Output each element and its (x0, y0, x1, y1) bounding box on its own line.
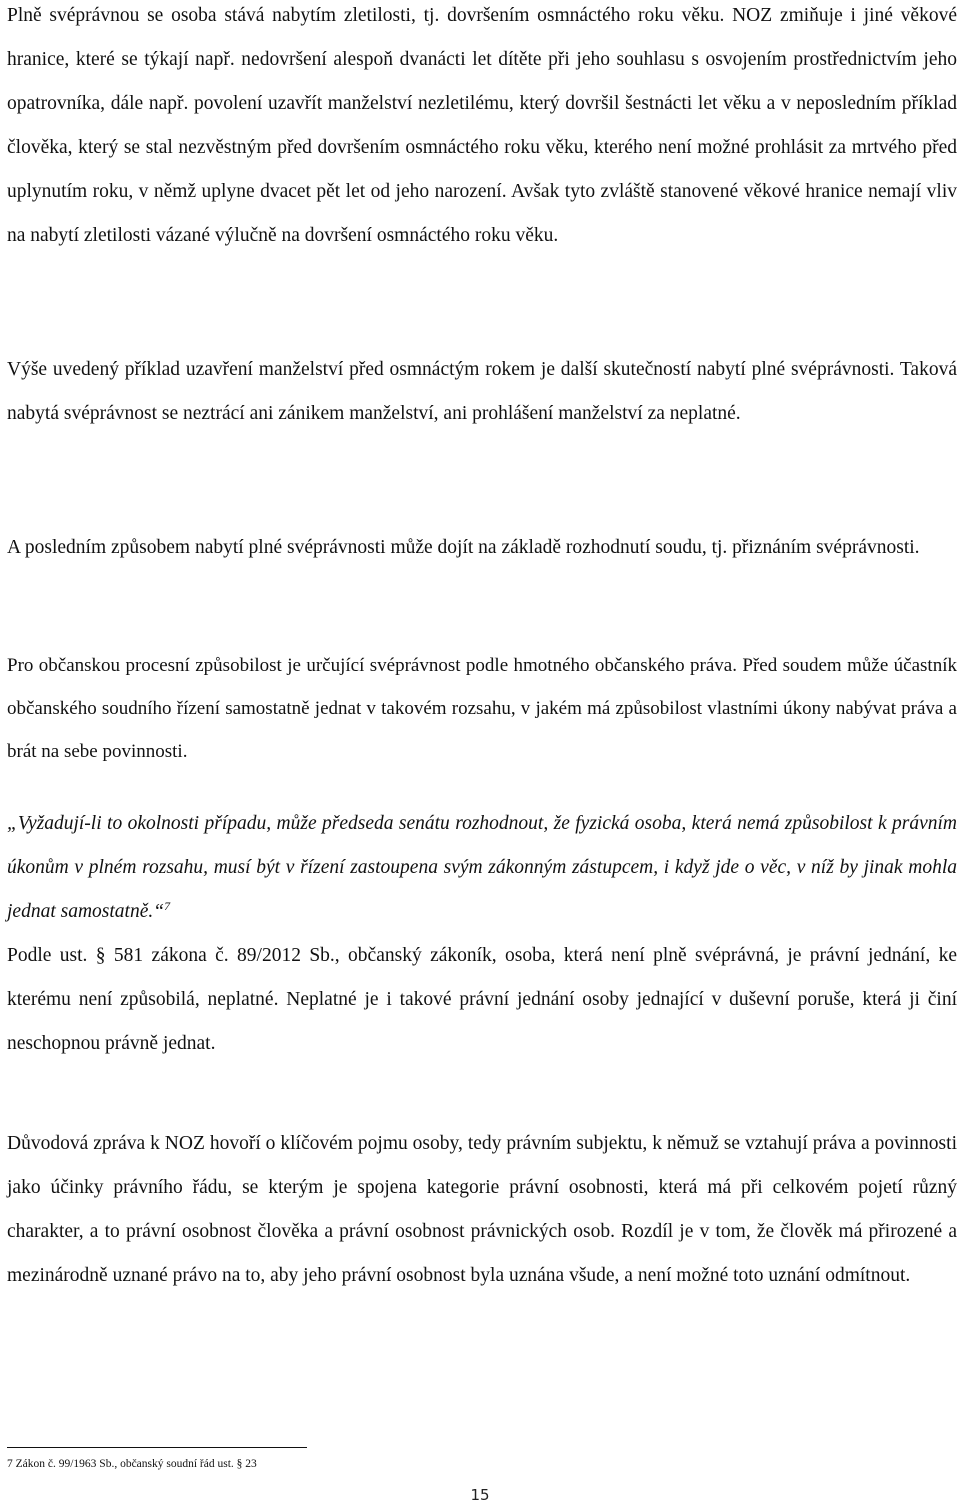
footnote-ref: 7 (164, 898, 171, 913)
paragraph-majority: Plně svéprávnou se osoba stává nabytím zletilosti, tj. dovršením osmnáctého roku věku. NOZ zmiňuje i jiné věkové hranice, které se týkají např. nedovršení alespoň dvanácti let dítěte při jeho souhlasu s osvojením prostřednictvím jeho opatrovníka, dále např. povolení uzavřít manželství nezletilému, který dovršil šestnácti let věku a v neposledním příklad člověka, který se stal nezvěstným před dovršením osmnáctého roku věku, kterého není možné prohlásit za mrtvého před uplynutím roku, v němž uplyne dvacet pět let od jeho narození. Avšak tyto zvláště stanovené věkové hranice nemají vliv na nabytí zletilosti vázané výlučně na dovršení osmnáctého roku věku. (7, 5, 957, 246)
footnote (7, 1456, 707, 1472)
footnote-text: Zákon č. 99/1963 Sb., občanský soudní řád ust. § 23 (12, 1458, 257, 1470)
paragraph-court-decision: A posledním způsobem nabytí plné svéprávnosti může dojít na základě rozhodnutí soudu, tj. přiznáním svéprávnosti. (7, 537, 920, 558)
paragraph-marriage: Výše uvedený příklad uzavření manželství před osmnáctým rokem je další skutečností nabytí plné svéprávnosti. Taková nabytá svéprávnost se neztrácí ani zánikem manželství, ani prohlášení manželství za neplatné. (7, 359, 957, 424)
page-number: 15 (470, 1486, 490, 1504)
paragraph-procedural-capacity: Pro občanskou procesní způsobilost je určující svéprávnost podle hmotného občanského práva. Před soudem může účastník občanského soudního řízení samostatně jednat v takovém rozsahu, v jakém má způsobilost vlastními úkony nabývat práva a brát na sebe povinnosti. (7, 655, 957, 762)
footnote-number: 7 (7, 1458, 13, 1470)
paragraph-explanatory-report: Důvodová zpráva k NOZ hovoří o klíčovém pojmu osoby, tedy právním subjektu, k němuž se vztahují práva a povinnosti jako účinky právního řádu, se kterým je spojena kategorie právní osobnosti, která má při celkovém pojetí různý charakter, a to právní osobnost člověka a právní osobnost právnických osob. Rozdíl je v tom, že člověk má přirozené a mezinárodně uznané právo na to, aby jeho právní osobnost byla uznána všude, a není možné toto uznání odmítnout. (7, 1133, 957, 1286)
footnote-divider (7, 1447, 307, 1448)
paragraph-quote (7, 802, 957, 934)
quote-text: „Vyžadují-li to okolnosti případu, může předseda senátu rozhodnout, že fyzická osoba, která nemá způsobilost k právním úkonům v plném rozsahu, musí být v řízení zastoupena svým zákonným zástupcem, i když jde o věc, v níž by jinak mohla jednat samostatně.“ (7, 813, 957, 922)
paragraph-civil-code: Podle ust. § 581 zákona č. 89/2012 Sb., občanský zákoník, osoba, která není plně svéprávná, je právní jednání, ke kterému není způsobilá, neplatné. Neplatné je i takové právní jednání osoby jednající v duševní poruše, která ji činí neschopnou právně jednat. (7, 945, 957, 1054)
